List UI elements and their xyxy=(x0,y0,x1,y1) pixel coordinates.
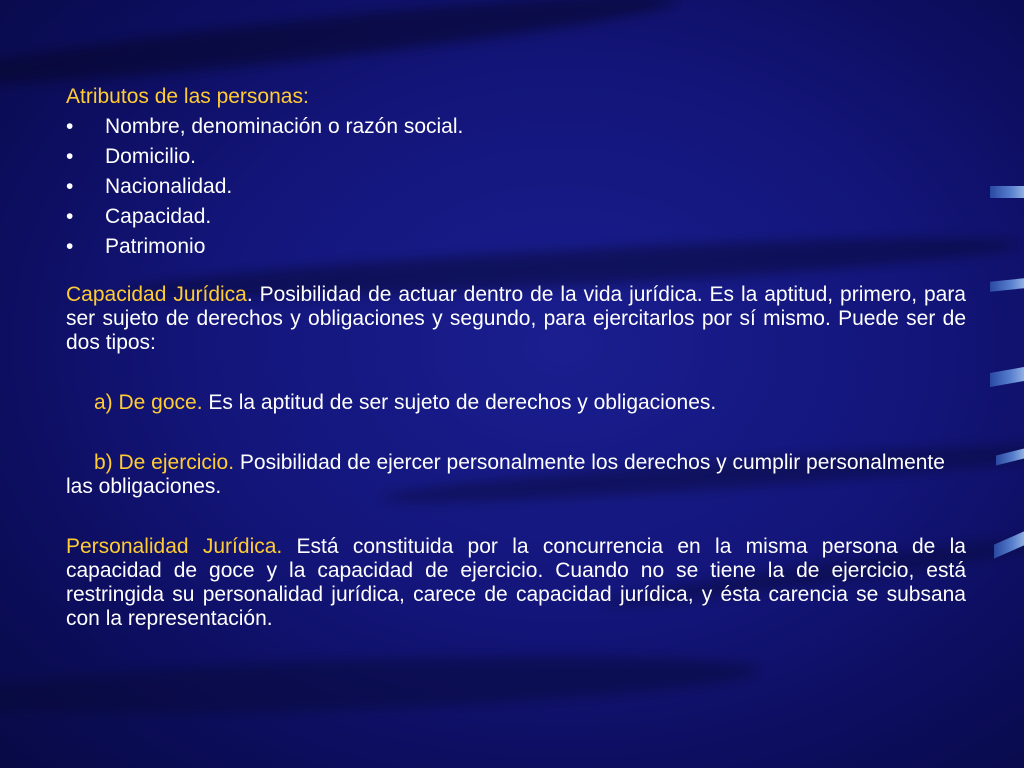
list-item-label: Domicilio. xyxy=(105,145,197,168)
list-item xyxy=(66,145,966,169)
capacidad-paragraph xyxy=(66,283,966,355)
bullet-icon: • xyxy=(66,175,74,198)
goce-text: Es la aptitud de ser sujeto de derechos y obligaciones. xyxy=(202,391,717,414)
goce-paragraph xyxy=(66,391,966,415)
ejercicio-term: b) De ejercicio. xyxy=(94,451,235,474)
personalidad-text: Está constituida por la concurrencia en la misma persona de la capacidad de goce y la capacidad de ejercicio. Cuando no se tiene la de ejercicio, está restringida su personalidad jurídica, carece de capacidad jurídica, y ésta carencia se subsana con la representación. xyxy=(66,535,966,630)
edge-accent xyxy=(990,278,1024,292)
attribute-list xyxy=(66,115,966,259)
bullet-icon: • xyxy=(66,205,74,228)
personalidad-term: Personalidad Jurídica. xyxy=(66,535,283,558)
capacidad-text: . Posibilidad de actuar dentro de la vida jurídica. Es la aptitud, primero, para ser sujeto de derechos y obligaciones y segundo, para ejercitarlos por sí mismo. Puede ser de dos tipos: xyxy=(66,283,966,354)
list-item-label: Patrimonio xyxy=(105,235,206,258)
list-item-label: Nacionalidad. xyxy=(105,175,233,198)
bullet-icon: • xyxy=(66,115,74,138)
edge-accent xyxy=(990,367,1024,387)
ejercicio-paragraph xyxy=(66,451,966,499)
personalidad-paragraph xyxy=(66,535,966,631)
list-item xyxy=(66,175,966,199)
capacidad-term: Capacidad Jurídica xyxy=(66,283,247,306)
list-item-label: Nombre, denominación o razón social. xyxy=(105,115,464,138)
goce-term: a) De goce. xyxy=(94,391,203,414)
list-item-label: Capacidad. xyxy=(105,205,212,228)
bullet-icon: • xyxy=(66,145,74,168)
slide-heading: Atributos de las personas: xyxy=(66,85,309,108)
list-item xyxy=(66,235,966,259)
bullet-icon: • xyxy=(66,235,74,258)
edge-accent xyxy=(990,186,1024,198)
ejercicio-text: Posibilidad de ejercer personalmente los derechos y cumplir personalmente las obligaciones. xyxy=(66,451,945,498)
list-item xyxy=(66,205,966,229)
background-streak xyxy=(0,646,761,725)
slide-content xyxy=(66,85,966,631)
list-item xyxy=(66,115,966,139)
